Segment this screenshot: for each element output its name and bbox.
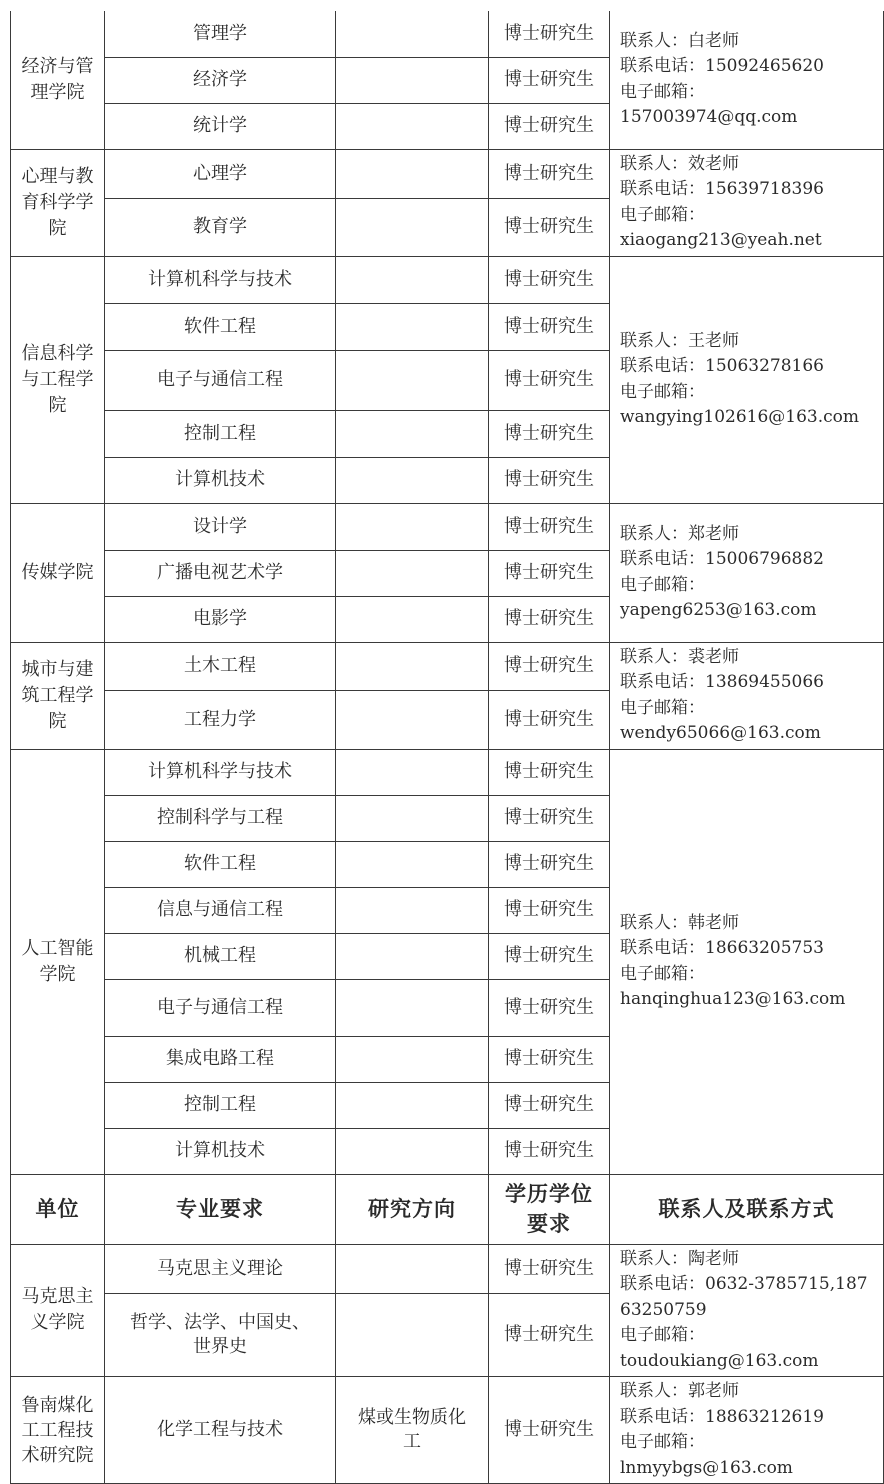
contact-phone (620, 1272, 873, 1323)
contact-person (620, 522, 873, 548)
degree-cell: 博士研究生 (489, 1082, 610, 1128)
degree-cell: 博士研究生 (489, 1128, 610, 1174)
degree-cell: 博士研究生 (489, 749, 610, 795)
unit-cell: 人工智能学院 (11, 749, 105, 1174)
contact-person-name: 效老师 (688, 153, 739, 174)
major-cell: 工程力学 (105, 690, 336, 749)
unit-cell: 城市与建筑工程学院 (11, 642, 105, 749)
table-row (11, 1244, 884, 1294)
contact-person (620, 29, 873, 55)
contact-person-name: 王老师 (688, 330, 739, 351)
unit-cell: 马克思主义学院 (11, 1244, 105, 1377)
contact-person-name: 白老师 (688, 30, 739, 51)
major-cell: 控制工程 (105, 1082, 336, 1128)
major-cell: 计算机技术 (105, 1128, 336, 1174)
table-header-row (11, 1174, 884, 1244)
contact-person (620, 329, 873, 355)
email-label: 电子邮箱： (620, 697, 705, 718)
direction-cell (336, 887, 489, 933)
major-cell: 软件工程 (105, 841, 336, 887)
contact-person-label: 联系人： (620, 912, 688, 933)
degree-cell: 博士研究生 (489, 596, 610, 642)
degree-cell: 博士研究生 (489, 933, 610, 979)
contact-cell (610, 1377, 884, 1484)
major-cell: 化学工程与技术 (105, 1377, 336, 1484)
direction-cell (336, 149, 489, 198)
contact-person-name: 郑老师 (688, 523, 739, 544)
degree-cell: 博士研究生 (489, 795, 610, 841)
contact-person (620, 1247, 873, 1273)
contact-cell (610, 256, 884, 503)
email-link[interactable]: wendy65066@163.com (620, 723, 821, 743)
email-link[interactable]: lnmyybgs@163.com (620, 1457, 793, 1478)
contact-phone (620, 547, 873, 573)
degree-cell: 博士研究生 (489, 1244, 610, 1294)
email-label: 电子邮箱： (620, 963, 705, 984)
table-row (11, 642, 884, 690)
degree-cell: 博士研究生 (489, 303, 610, 350)
direction-cell (336, 749, 489, 795)
contact-cell (610, 11, 884, 149)
major-cell: 电子与通信工程 (105, 350, 336, 410)
contact-cell (610, 149, 884, 256)
contact-phone (620, 54, 873, 80)
phone-value: 18863212619 (705, 1406, 824, 1427)
degree-cell: 博士研究生 (489, 550, 610, 596)
degree-cell: 博士研究生 (489, 841, 610, 887)
direction-cell (336, 457, 489, 503)
major-cell: 计算机科学与技术 (105, 749, 336, 795)
direction-cell (336, 410, 489, 457)
direction-cell (336, 642, 489, 690)
contact-person-name: 韩老师 (688, 912, 739, 933)
major-cell: 哲学、法学、中国史、世界史 (105, 1294, 336, 1377)
major-cell: 计算机技术 (105, 457, 336, 503)
major-cell: 心理学 (105, 149, 336, 198)
direction-cell (336, 57, 489, 103)
major-cell: 机械工程 (105, 933, 336, 979)
direction-cell (336, 1128, 489, 1174)
contact-phone (620, 354, 873, 380)
unit-cell: 经济与管理学院 (11, 11, 105, 149)
contact-person-name: 陶老师 (688, 1248, 739, 1269)
unit-cell: 鲁南煤化工工程技术研究院 (11, 1377, 105, 1484)
degree-cell: 博士研究生 (489, 503, 610, 550)
degree-cell: 博士研究生 (489, 11, 610, 57)
table-row (11, 503, 884, 550)
degree-cell: 博士研究生 (489, 690, 610, 749)
major-cell: 土木工程 (105, 642, 336, 690)
major-cell: 集成电路工程 (105, 1036, 336, 1082)
degree-cell: 博士研究生 (489, 887, 610, 933)
contact-cell (610, 749, 884, 1174)
contact-phone (620, 670, 873, 696)
major-cell: 马克思主义理论 (105, 1244, 336, 1294)
direction-cell (336, 690, 489, 749)
major-cell: 电影学 (105, 596, 336, 642)
contact-person (620, 152, 873, 178)
phone-value: 15063278166 (705, 356, 824, 376)
phone-label: 联系电话： (620, 56, 705, 77)
phone-value: 15639718396 (705, 179, 824, 199)
email-link[interactable]: 157003974@qq.com (620, 107, 798, 128)
unit-cell: 信息科学与工程学院 (11, 256, 105, 503)
degree-cell: 博士研究生 (489, 198, 610, 256)
direction-cell: 煤或生物质化工 (336, 1377, 489, 1484)
email-link[interactable]: wangying102616@163.com (620, 407, 860, 427)
direction-cell (336, 550, 489, 596)
direction-cell (336, 979, 489, 1036)
degree-cell: 博士研究生 (489, 457, 610, 503)
major-cell: 管理学 (105, 11, 336, 57)
table-row (11, 149, 884, 198)
phone-label: 联系电话： (620, 938, 705, 958)
contact-phone (620, 177, 873, 203)
phone-label: 联系电话： (620, 179, 705, 199)
header-direction: 研究方向 (336, 1174, 489, 1244)
major-cell: 电子与通信工程 (105, 979, 336, 1036)
contact-person-label: 联系人： (620, 646, 688, 667)
degree-cell: 博士研究生 (489, 350, 610, 410)
phone-label: 联系电话： (620, 549, 705, 569)
major-cell: 经济学 (105, 57, 336, 103)
table-row (11, 749, 884, 795)
degree-cell: 博士研究生 (489, 410, 610, 457)
direction-cell (336, 1244, 489, 1294)
major-cell: 计算机科学与技术 (105, 256, 336, 303)
email-label: 电子邮箱： (620, 1325, 705, 1345)
contact-person-label: 联系人： (620, 1248, 688, 1269)
email-label: 电子邮箱： (620, 81, 705, 102)
degree-cell: 博士研究生 (489, 1377, 610, 1484)
header-unit: 单位 (11, 1174, 105, 1244)
degree-cell: 博士研究生 (489, 642, 610, 690)
contact-person-label: 联系人： (620, 330, 688, 351)
email-label: 电子邮箱： (620, 381, 705, 402)
direction-cell (336, 503, 489, 550)
unit-cell: 传媒学院 (11, 503, 105, 642)
direction-cell (336, 933, 489, 979)
unit-cell: 心理与教育科学学院 (11, 149, 105, 256)
direction-cell (336, 1294, 489, 1377)
contact-person-name: 郭老师 (688, 1381, 739, 1401)
phone-value: 18663205753 (705, 938, 824, 958)
direction-cell (336, 795, 489, 841)
major-cell: 教育学 (105, 198, 336, 256)
email-label: 电子邮箱： (620, 1432, 705, 1452)
contact-cell (610, 503, 884, 642)
contact-person-label: 联系人： (620, 30, 688, 51)
contact-phone (620, 1405, 873, 1431)
major-cell: 信息与通信工程 (105, 887, 336, 933)
contact-person-label: 联系人： (620, 1381, 688, 1401)
direction-cell (336, 596, 489, 642)
email-link[interactable]: xiaogang213@yeah.net (620, 230, 822, 250)
contact-person (620, 911, 873, 937)
phone-value: 15092465620 (705, 56, 824, 77)
major-cell: 设计学 (105, 503, 336, 550)
table-row (11, 11, 884, 57)
table-row (11, 1377, 884, 1484)
phone-label: 联系电话： (620, 672, 705, 692)
direction-cell (336, 1036, 489, 1082)
major-cell: 控制科学与工程 (105, 795, 336, 841)
direction-cell (336, 103, 489, 149)
contact-person-label: 联系人： (620, 523, 688, 544)
contact-cell (610, 1244, 884, 1377)
email-link[interactable]: hanqinghua123@163.com (620, 989, 846, 1009)
contact-phone (620, 936, 873, 962)
contact-person-name: 裘老师 (688, 646, 739, 667)
email-label: 电子邮箱： (620, 574, 705, 595)
major-cell: 软件工程 (105, 303, 336, 350)
phone-value: 0632-3785715,18763250759 (620, 1274, 868, 1320)
degree-cell: 博士研究生 (489, 1294, 610, 1377)
contact-cell (610, 642, 884, 749)
header-major: 专业要求 (105, 1174, 336, 1244)
table-row (11, 256, 884, 303)
email-link[interactable]: toudoukiang@163.com (620, 1350, 819, 1371)
phone-label: 联系电话： (620, 356, 705, 376)
recruitment-table (10, 11, 884, 1484)
contact-person-label: 联系人： (620, 153, 688, 174)
degree-cell: 博士研究生 (489, 979, 610, 1036)
degree-cell: 博士研究生 (489, 256, 610, 303)
email-link[interactable]: yapeng6253@163.com (620, 600, 817, 620)
header-contact: 联系人及联系方式 (610, 1174, 884, 1244)
contact-person (620, 1379, 873, 1405)
major-cell: 广播电视艺术学 (105, 550, 336, 596)
phone-label: 联系电话： (620, 1274, 705, 1294)
degree-cell: 博士研究生 (489, 149, 610, 198)
direction-cell (336, 256, 489, 303)
phone-label: 联系电话： (620, 1406, 705, 1427)
major-cell: 统计学 (105, 103, 336, 149)
degree-cell: 博士研究生 (489, 57, 610, 103)
phone-value: 15006796882 (705, 549, 824, 569)
direction-cell (336, 350, 489, 410)
direction-cell (336, 11, 489, 57)
degree-cell: 博士研究生 (489, 1036, 610, 1082)
major-cell: 控制工程 (105, 410, 336, 457)
email-label: 电子邮箱： (620, 204, 705, 225)
phone-value: 13869455066 (705, 672, 824, 692)
degree-cell: 博士研究生 (489, 103, 610, 149)
direction-cell (336, 198, 489, 256)
direction-cell (336, 841, 489, 887)
contact-person (620, 645, 873, 671)
header-degree: 学历学位要求 (489, 1174, 610, 1244)
direction-cell (336, 1082, 489, 1128)
direction-cell (336, 303, 489, 350)
